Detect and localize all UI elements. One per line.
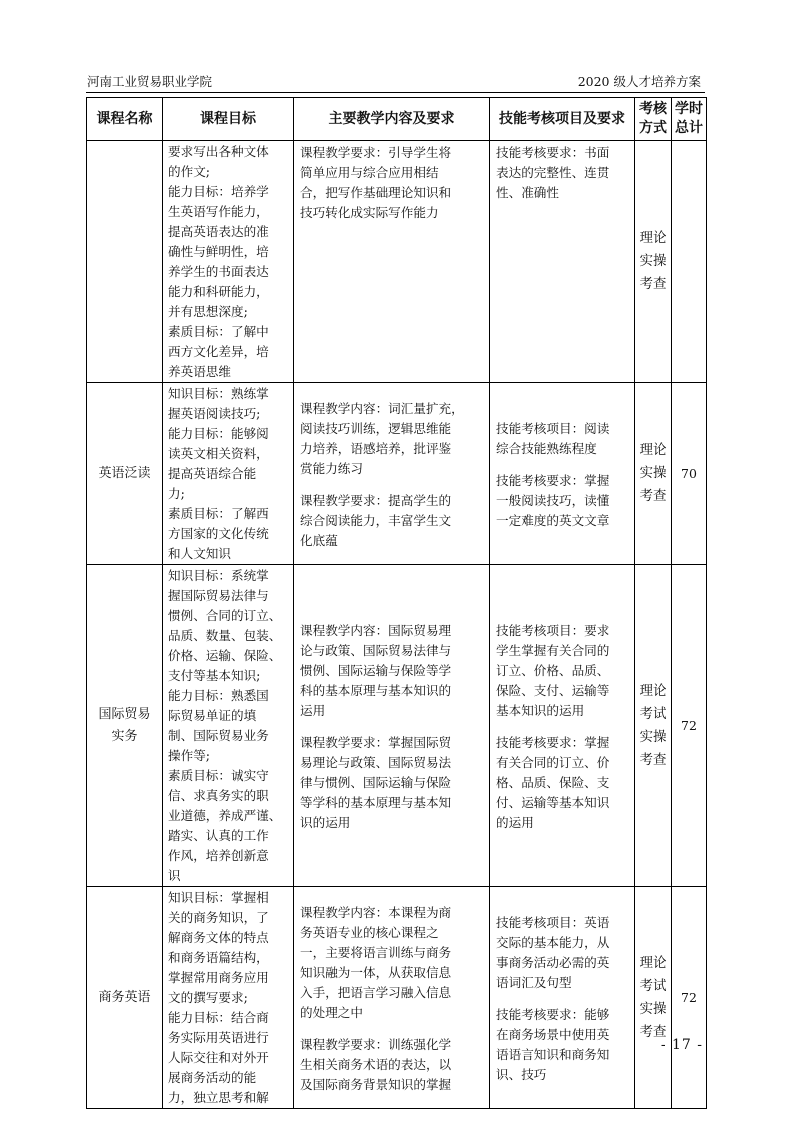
cell-text-line: 解商务文体的特点 [168,930,269,945]
assessment-method-cell [635,383,672,565]
assessment-method-cell [635,887,672,1109]
cell-text-line: 技能考核要求：书面 [496,145,610,160]
cell-text-line: 考试 [639,977,667,994]
cell-paragraph [300,903,483,1023]
cell-text-line: 养学生的书面表达 [168,264,269,279]
cell-text-line: 综合技能熟练程度 [496,440,597,456]
cell-text-line: 关的商务知识，了 [168,910,269,925]
cell-text-line: 西方文化差异，培 [168,344,269,359]
cell-paragraph [496,419,628,459]
cell-text-line: 品质、数量、包装、 [168,628,282,643]
cell-text-line: 确性与鲜明性，培 [168,244,269,259]
cell-text-line: 理论 [639,230,667,246]
cell-text-line: 力培养，语感培养，批评鉴 [300,440,452,456]
cell-paragraph [496,1005,628,1085]
cell-text-line: 综合阅读能力，丰富学生文 [300,512,452,528]
cell-text-line: 付、运输等基本知识 [496,794,610,810]
cell-text-line: 赏能力练习 [300,460,363,476]
cell-text-line: 考试 [639,705,667,722]
header-text: 主要教学内容及要求 [328,110,455,127]
cell-text-line: 课程教学要求：提高学生的 [300,492,452,508]
header-text: 总计 [675,120,703,136]
cell-text-line: 握国际贸易法律与 [168,588,269,603]
cell-paragraph [300,491,483,551]
table-row [87,565,707,887]
cell-text-line: 能力和科研能力， [168,284,269,299]
cell-text-line: 技能考核要求：掌握 [496,472,610,488]
cell-text-line: 提高英语综合能 [168,466,257,481]
cell-text-line: 生英语写作能力， [168,204,269,219]
cell-text-line: 支付等基本知识; [168,668,261,683]
cell-text-line: 知识融为一体，从获取信息 [300,964,452,980]
cell-text-line: 技能考核项目：要求 [496,622,610,638]
header-text: 方式 [639,120,667,136]
header-text: 课程目标 [200,110,256,127]
table-row [87,887,707,1109]
cell-paragraph [496,913,628,993]
header-text: 课程名称 [96,110,153,127]
cell-text-line: 实操 [639,1000,667,1017]
cell-text-line: 能力目标：结合商 [168,1010,269,1025]
header-divider [86,92,705,93]
cell-text-line: 和商务语篇结构， [168,950,269,965]
cell-text-line: 实操 [639,728,667,745]
cell-text-line: 的作文; [168,164,211,179]
cell-paragraph [496,621,628,721]
cell-text-line: 方国家的文化传统 [168,526,269,541]
cell-text-line: 课程教学要求：引导学生将 [300,145,452,160]
cell-text-line: 运用 [300,702,326,718]
cell-text-line: 技巧转化成实际写作能力 [300,205,439,220]
cell-text-line: 人际交往和对外开 [168,1050,269,1065]
course-name-cell [87,565,163,887]
course-name-cell [87,383,163,565]
cell-text-line: 素质目标：诚实守 [168,768,269,783]
cell-text-line: 技能考核要求：能够 [496,1006,610,1022]
cell-paragraph [300,143,483,223]
cell-text-line: 阅读技巧训练，逻辑思维能 [300,420,452,436]
skill-assessment-cell [490,383,635,565]
cell-text-line: 理论 [639,682,667,699]
cell-text-line: 考查 [639,751,667,768]
cell-text-line: 操作等; [168,748,211,763]
cell-text-line: 课程教学要求：掌握国际贸 [300,734,452,750]
header-text: 考核 [639,101,667,117]
cell-text-line: 订立、价格、品质、 [496,662,610,678]
page-number: - 17 - [660,1037,703,1053]
cell-text-line: 文的撰写要求; [168,990,248,1005]
teaching-content-cell [294,565,490,887]
header-text: 技能考核项目及要求 [499,110,625,127]
table-row [87,141,707,383]
cell-paragraph [496,733,628,833]
cell-text-line: 识、技巧 [496,1066,547,1082]
cell-text-line: 制、国际贸易业务 [168,728,269,743]
skill-assessment-cell [490,565,635,887]
cell-text-line: 业道德，养成严谨、 [168,808,282,823]
skill-assessment-cell [490,887,635,1109]
col-total-hours-header [672,98,707,141]
cell-text-line: 惯例、合同的订立、 [168,608,282,623]
cell-paragraph [300,621,483,721]
cell-text-line: 语词汇及句型 [496,974,572,990]
cell-text-line: 价格、运输、保险、 [168,648,282,663]
course-name-cell [87,887,163,1109]
cell-text-line: 一定难度的英文文章 [496,512,610,528]
cell-text-line: 课程教学内容：国际贸易理 [300,622,452,638]
cell-text-line: 有关合同的订立、价 [496,754,610,770]
cell-text-line: 识的运用 [300,814,351,830]
cell-text-line: 律与惯例、国际运输与保险 [300,774,452,790]
cell-paragraph [496,471,628,531]
cell-text-line: 商务英语 [98,989,151,1005]
cell-text-line: 技能考核项目：阅读 [496,420,610,436]
course-goal-cell [163,141,294,383]
cell-text-line: 科的基本原理与基本知识的 [300,682,452,698]
cell-text-line: 能力目标：培养学 [168,184,269,199]
col-skill-assessment-header [490,98,635,141]
cell-text-line: 入手，把语言学习融入信息 [300,984,452,1000]
cell-text-line: 国际贸易 [98,706,151,722]
cell-text-line: 合，把写作基础理论知识和 [300,185,452,200]
cell-text-line: 踏实、认真的工作 [168,828,269,843]
cell-text-line: 际贸易单证的填 [168,708,257,723]
cell-text-line: 理论 [639,442,667,458]
cell-text-line: 惯例、国际运输与保险等学 [300,662,452,678]
cell-text-line: 格、品质、保险、支 [496,774,610,790]
course-goal-cell [163,565,294,887]
cell-text-line: 技能考核项目：英语 [496,914,610,930]
cell-text-line: 课程教学内容：本课程为商 [300,904,452,920]
cell-paragraph [300,399,483,479]
cell-text-line: 的运用 [496,814,534,830]
teaching-content-cell [294,383,490,565]
cell-text-line: 养英语思维 [168,364,231,379]
col-course-goal-header [163,98,294,141]
cell-text-line: 课程教学要求：训练强化学 [300,1036,452,1052]
col-teaching-content-header [294,98,490,141]
total-hours-cell: 70 [672,383,707,565]
cell-text-line: 和人文知识 [168,546,231,561]
cell-text-line: 展商务活动的能 [168,1070,257,1085]
total-hours-cell [672,141,707,383]
cell-text-line: 要求写出各种文体 [168,144,269,159]
cell-text-line: 考查 [639,276,667,292]
cell-text-line: 务英语专业的核心课程之 [300,924,439,940]
cell-text-line: 生相关商务术语的表达，以 [300,1056,452,1072]
col-assessment-method-header [635,98,672,141]
cell-text-line: 简单应用与综合应用相结 [300,165,439,180]
cell-text-line: 保险、支付、运输等 [496,682,610,698]
cell-text-line: 作风，培养创新意 [168,848,269,863]
cell-text-line: 实操 [639,253,667,269]
cell-text-line: 英语泛读 [98,465,151,481]
cell-text-line: 力; [168,486,185,501]
cell-text-line: 理论 [639,954,667,971]
cell-paragraph [496,143,628,203]
assessment-method-cell [635,565,672,887]
course-table [86,97,707,1109]
cell-text-line: 务实际用英语进行 [168,1030,269,1045]
cell-text-line: 技能考核要求：掌握 [496,734,610,750]
cell-text-line: 等学科的基本原理与基本知 [300,794,452,810]
col-course-name-header [87,98,163,141]
cell-text-line: 实务 [111,728,138,744]
header-text: 学时 [675,101,703,117]
skill-assessment-cell [490,141,635,383]
cell-text-line: 交际的基本能力，从 [496,934,610,950]
cell-paragraph [300,1035,483,1095]
cell-text-line: 知识目标：系统掌 [168,568,269,583]
cell-text-line: 能力目标：熟悉国 [168,688,269,703]
teaching-content-cell [294,141,490,383]
cell-text-line: 语语言知识和商务知 [496,1046,610,1062]
cell-text-line: 化底蕴 [300,532,338,548]
cell-text-line: 力，独立思考和解 [168,1090,269,1105]
cell-text-line: 及国际商务背景知识的掌握 [300,1076,452,1092]
cell-text-line: 一，主要将语言训练与商务 [300,944,452,960]
cell-text-line: 素质目标：了解中 [168,324,269,339]
cell-text-line: 能力目标：能够阅 [168,426,269,441]
teaching-content-cell [294,887,490,1109]
total-hours-cell: 72 [672,887,707,1109]
cell-text-line: 素质目标：了解西 [168,506,269,521]
course-goal-cell [163,887,294,1109]
course-goal-cell [163,383,294,565]
cell-text-line: 并有思想深度; [168,304,248,319]
cell-text-line: 课程教学内容：词汇量扩充， [300,400,464,416]
cell-text-line: 掌握常用商务应用 [168,970,269,985]
cell-text-line: 性、准确性 [496,185,559,200]
table-row [87,383,707,565]
cell-text-line: 表达的完整性、连贯 [496,165,610,180]
course-name-cell [87,141,163,383]
header-school-name: 河南工业贸易职业学院 [87,74,213,89]
cell-text-line: 读英文相关资料， [168,446,269,461]
assessment-method-cell [635,141,672,383]
cell-text-line: 考查 [639,1023,667,1040]
cell-text-line: 知识目标：熟练掌 [168,386,269,401]
cell-text-line: 事商务活动必需的英 [496,954,610,970]
cell-text-line: 知识目标：掌握相 [168,890,269,905]
table-header-row [87,98,707,141]
cell-text-line: 学生掌握有关合同的 [496,642,610,658]
cell-text-line: 在商务场景中使用英 [496,1026,610,1042]
cell-text-line: 信、求真务实的职 [168,788,269,803]
cell-text-line: 考查 [639,488,667,504]
cell-text-line: 提高英语表达的准 [168,224,269,239]
cell-text-line: 易理论与政策、国际贸易法 [300,754,452,770]
cell-text-line: 握英语阅读技巧; [168,406,261,421]
total-hours-cell: 72 [672,565,707,887]
cell-paragraph [300,733,483,833]
cell-text-line: 基本知识的运用 [496,702,585,718]
cell-text-line: 的处理之中 [300,1004,363,1020]
cell-text-line: 论与政策、国际贸易法律与 [300,642,452,658]
cell-text-line: 实操 [639,465,667,481]
cell-text-line: 识 [168,868,181,883]
cell-text-line: 一般阅读技巧，读懂 [496,492,610,508]
header-plan-title: 2020 级人才培养方案 [577,74,701,89]
